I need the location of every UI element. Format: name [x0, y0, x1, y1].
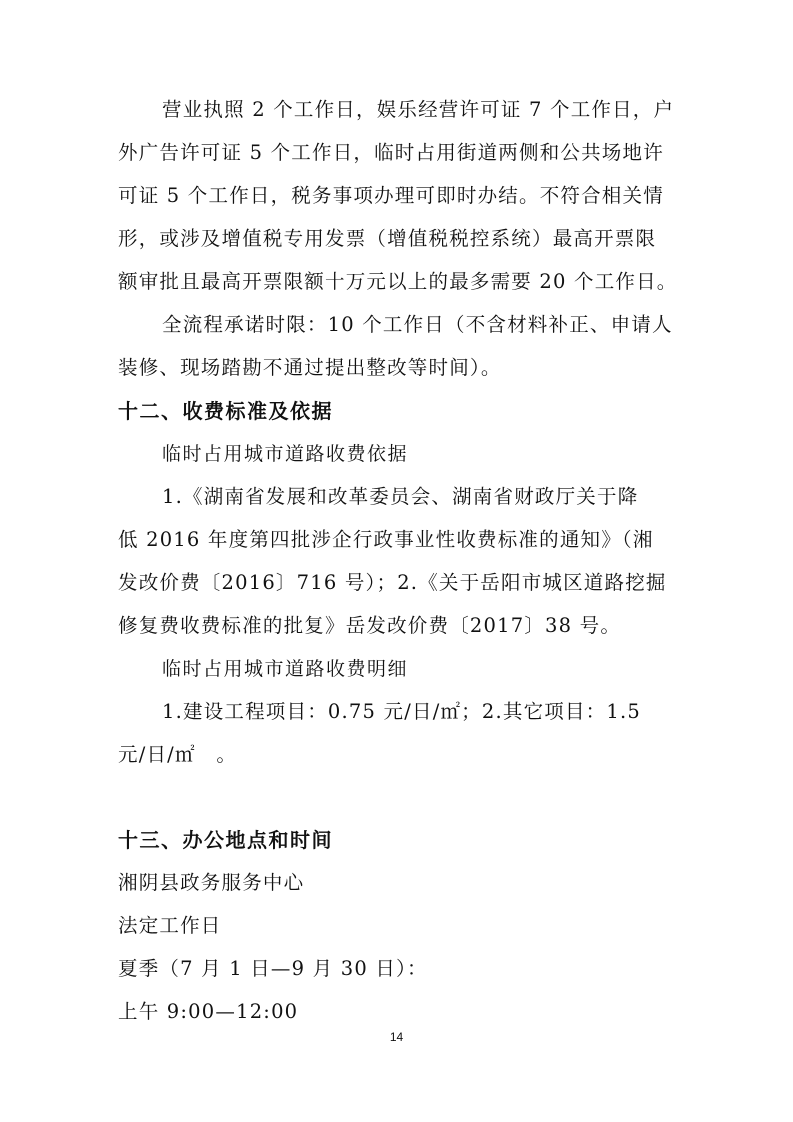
paragraph-line: 外广告许可证 5 个工作日，临时占用街道两侧和公共场地许	[118, 141, 664, 164]
paragraph-line: 上午 9:00—12:00	[118, 1000, 299, 1023]
paragraph-line: 修复费收费标准的批复》岳发改价费〔2017〕38 号。	[118, 614, 622, 637]
paragraph-line: 低 2016 年度第四批涉企行政事业性收费标准的通知》（湘	[118, 528, 654, 551]
section-heading-13: 十三、办公地点和时间	[118, 828, 333, 852]
paragraph-line: 1.建设工程项目：0.75 元/日/㎡；2.其它项目：1.5	[162, 700, 641, 723]
paragraph-line: 法定工作日	[118, 914, 222, 937]
paragraph-line: 1.《湖南省发展和改革委员会、湖南省财政厅关于降	[162, 485, 639, 508]
paragraph-line: 形，或涉及增值税专用发票（增值税税控系统）最高开票限	[118, 227, 657, 250]
paragraph-line: 可证 5 个工作日，税务事项办理可即时办结。不符合相关情	[118, 184, 664, 207]
paragraph-line: 发改价费〔2016〕716 号）；2.《关于岳阳市城区道路挖掘	[118, 571, 667, 594]
subheading: 临时占用城市道路收费依据	[162, 443, 409, 465]
paragraph-line: 夏季（7 月 1 日—9 月 30 日）：	[118, 957, 428, 980]
paragraph-line: 全流程承诺时限：10 个工作日（不含材料补正、申请人	[162, 313, 673, 336]
paragraph-line: 元/日/㎡ 。	[118, 743, 238, 766]
paragraph-line: 营业执照 2 个工作日，娱乐经营许可证 7 个工作日，户	[162, 98, 675, 121]
page-number: 14	[389, 1030, 404, 1044]
paragraph-line: 湘阴县政务服务中心	[118, 871, 305, 894]
paragraph-line: 额审批且最高开票限额十万元以上的最多需要 20 个工作日。	[118, 270, 678, 293]
section-heading-12: 十二、收费标准及依据	[118, 399, 333, 423]
paragraph-line: 装修、现场踏勘不通过提出整改等时间）。	[118, 356, 502, 379]
subheading: 临时占用城市道路收费明细	[162, 658, 409, 680]
